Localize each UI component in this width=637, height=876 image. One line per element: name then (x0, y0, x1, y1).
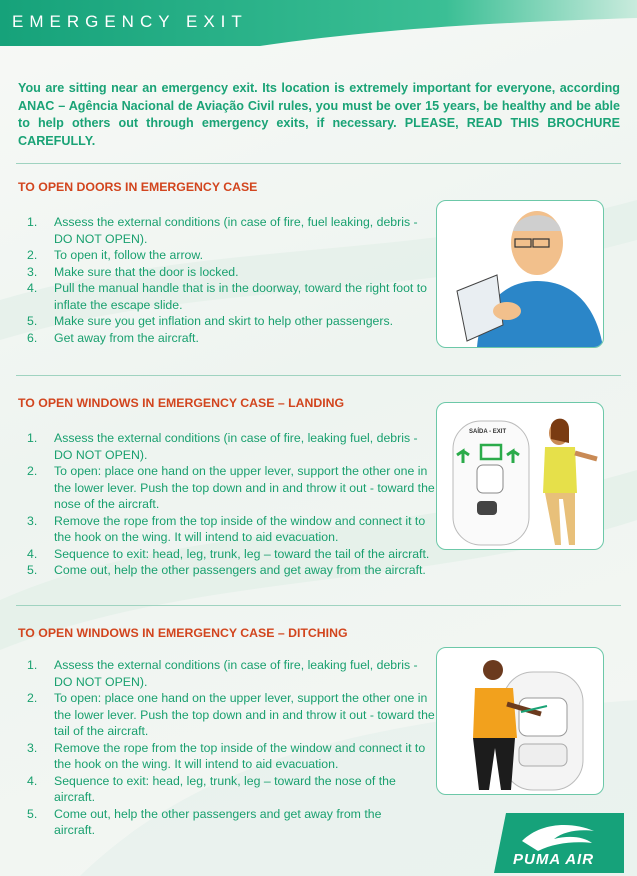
page-title: EMERGENCY EXIT (12, 12, 248, 31)
list-item: 5. Make sure you get inflation and skirt to help other passengers. (27, 314, 394, 328)
list-item: 2. To open it, follow the arrow. (27, 248, 204, 262)
illustration-passenger-reading (436, 200, 604, 348)
list-item: 1. Assess the external conditions (in case of fire, leaking fuel, debris - DO NOT OPEN). (27, 431, 418, 462)
steps-list-landing (18, 430, 478, 579)
list-item: 3. Make sure that the door is locked. (27, 264, 239, 279)
section-title-doors: TO OPEN DOORS IN EMERGENCY CASE (18, 180, 258, 194)
brand-name: PUMA AIR (513, 851, 595, 868)
list-item: 1. Assess the external conditions (in case of fire, leaking fuel, debris - DO NOT OPEN). (27, 658, 418, 689)
list-item: 4. Sequence to exit: head, leg, trunk, leg – toward the nose of the aircraft. (27, 773, 396, 804)
section-title-landing: TO OPEN WINDOWS IN EMERGENCY CASE – LANDING (18, 396, 345, 410)
divider (16, 605, 621, 606)
list-item: 1. Assess the external conditions (in case of fire, fuel leaking, debris - DO NOT OPEN). (27, 215, 418, 246)
exit-sign-label: SAÍDA - EXIT (469, 429, 507, 435)
section-title-ditching: TO OPEN WINDOWS IN EMERGENCY CASE – DITCHING (18, 626, 348, 640)
list-item: 5. Come out, help the other passengers and get away from the aircraft. (27, 806, 382, 837)
divider (16, 163, 621, 164)
intro-paragraph: You are sitting near an emergency exit. Its location is extremely important for everyone, according ANAC – Agência Nacional de Aviação Civil rules, you must be over 15 years, be healthy and be able to help others out through emergency exits, if necessary. PLEASE, READ THIS BROCHURE CAREFULLY. (18, 81, 620, 148)
list-item: 2. To open: place one hand on the upper lever, support the other one in the lower lever. Push the top down and in and throw it out - toward the tail of the aircraft. (27, 691, 435, 738)
list-item: 3. Remove the rope from the top inside of the window and connect it to the hook on the wing. It will intend to aid evacuation. (27, 740, 426, 771)
illustration-window-landing (436, 402, 604, 550)
list-item: 4. Sequence to exit: head, leg, trunk, leg – toward the tail of the aircraft. (27, 546, 430, 561)
list-item: 4. Pull the manual handle that is in the doorway, toward the right foot to inflate the escape slide. (27, 281, 428, 312)
list-item: 5. Come out, help the other passengers and get away from the aircraft. (27, 563, 426, 577)
list-item: 2. To open: place one hand on the upper lever, support the other one in the lower lever. Push the top down and in and throw it out - toward the nose of the aircraft. (27, 464, 435, 511)
list-item: 3. Remove the rope from the top inside of the window and connect it to the hook on the wing. It will intend to aid evacuation. (27, 513, 426, 544)
steps-list-ditching (18, 657, 440, 839)
illustration-window-ditching (436, 647, 604, 795)
steps-list-doors (18, 214, 438, 346)
divider (16, 375, 621, 376)
list-item: 6. Get away from the aircraft. (27, 330, 199, 345)
